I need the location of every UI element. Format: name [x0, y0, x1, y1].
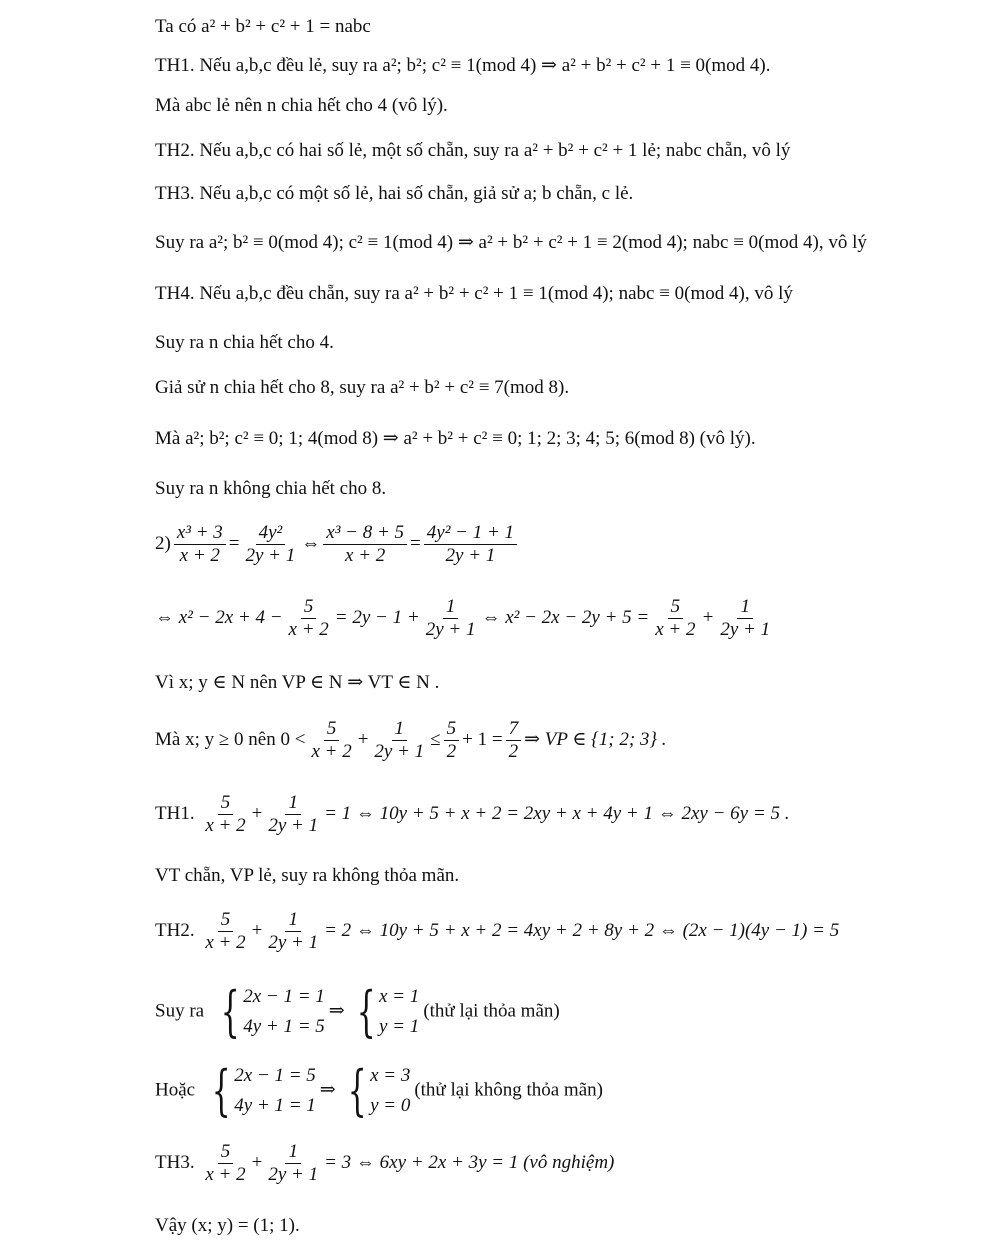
line-assume-div-8: Giả sử n chia hết cho 8, suy ra a² + b² + c² ≡ 7(mod 8).	[155, 377, 570, 398]
line-case2: TH2. Nếu a,b,c có hai số lẻ, một số chẵn, suy ra a² + b² + c² + 1 lẻ; nabc chẵn, vô lý	[155, 140, 791, 161]
fraction: $\frac{5}{x + 2}$	[288, 596, 329, 640]
fraction: $\frac{1}{2y + 1}$	[268, 1141, 319, 1185]
line-squares-mod-8: Mà a²; b²; c² ≡ 0; 1; 4(mod 8) ⇒ a² + b² + c² ≡ 0; 1; 2; 3; 4; 5; 6(mod 8) (vô lý).	[155, 428, 756, 449]
line-case3: TH3. Nếu a,b,c có một số lẻ, hai số chẵn, giả sử a; b chẵn, c lẻ.	[155, 183, 634, 204]
line-equation-setup: Ta có a² + b² + c² + 1 = nabc	[155, 16, 371, 37]
system-of-equations: { 2x − 1 = 1 4y + 1 = 5	[220, 980, 325, 1043]
system-solution-1: Suy ra { 2x − 1 = 1 4y + 1 = 5 ⇒ { x = 1 y = 1 (thử lại thỏa mãn)	[155, 980, 560, 1043]
fraction: $\frac{5}{x + 2}$	[655, 596, 696, 640]
system-result: { x = 3 y = 0	[347, 1059, 411, 1122]
line-natural-numbers: Vì x; y ∈ N nên VP ∈ N ⇒ VT ∈ N .	[155, 672, 440, 693]
fraction: $\frac{1}{2y + 1}$	[268, 909, 319, 953]
fraction: $\frac{1}{2y + 1}$	[425, 596, 476, 640]
fraction: $\frac{5}{2}$	[444, 718, 460, 763]
equation-transform: ⇔ x² − 2x + 4 − $\frac{5}{x + 2}$ = 2y − 1 + $\frac{1}{2y + 1}$ ⇔ x² − 2x − 2y + 5 = $\frac{5}{x + 2}$ + $\frac{1}{2y + 1}$	[155, 596, 776, 641]
line-case1: TH1. Nếu a,b,c đều lẻ, suy ra a²; b²; c² ≡ 1(mod 4) ⇒ a² + b² + c² + 1 ≡ 0(mod 4).	[155, 55, 771, 76]
equation-th1: TH1. $\frac{5}{x + 2}$ + $\frac{1}{2y + 1}$ = 1 ⇔ 10y + 5 + x + 2 = 2xy + x + 4y + 1 ⇔ 2xy − 6y = 5 .	[155, 792, 790, 836]
line-n-divisible-4: Suy ra n chia hết cho 4.	[155, 332, 334, 353]
equation-bounds: Mà x; y ≥ 0 nên 0 < $\frac{5}{x + 2}$ + $\frac{1}{2y + 1}$ ≤ $\frac{5}{2}$ + 1 = $\frac{7}{2}$ ⇒ VP ∈ {1; 2; 3} .	[155, 718, 667, 762]
fraction: $\frac{5}{x + 2}$	[205, 1141, 246, 1185]
equation-th3: TH3. $\frac{5}{x + 2}$ + $\frac{1}{2y + 1}$ = 3 ⇔ 6xy + 2x + 3y = 1 (vô nghiệm)	[155, 1141, 615, 1185]
fraction: $\frac{1}{2y + 1}$	[268, 792, 319, 836]
equation-part2: 2) $\frac{\text{x³ + 3}}{x + 2}$ = $\frac{\text{4y²}}{2y + 1}$ ⇔ $\frac{\text{x³ − 8 + 5}}{x + 2}$ = $\frac{\text{4y² − 1 + 1}}{2y + 1}$	[155, 522, 520, 567]
fraction: $\frac{1}{2y + 1}$	[720, 596, 771, 640]
system-of-equations: { 2x − 1 = 5 4y + 1 = 1	[211, 1059, 316, 1122]
fraction: $\frac{5}{x + 2}$	[205, 792, 246, 836]
fraction: $\frac{1}{2y + 1}$	[374, 718, 425, 762]
fraction: $\frac{\text{4y² − 1 + 1}}{2y + 1}$	[424, 522, 517, 567]
line-n-not-div-8: Suy ra n không chia hết cho 8.	[155, 478, 387, 499]
system-result: { x = 1 y = 1	[356, 980, 420, 1043]
system-solution-2: Hoặc { 2x − 1 = 5 4y + 1 = 1 ⇒ { x = 3 y = 0 (thử lại không thỏa mãn)	[155, 1059, 603, 1122]
equation-th2: TH2. $\frac{5}{x + 2}$ + $\frac{1}{2y + 1}$ = 2 ⇔ 10y + 5 + x + 2 = 4xy + 2 + 8y + 2 ⇔ (2x − 1)(4y − 1) = 5	[155, 909, 840, 953]
fraction: $\frac{\text{4y²}}{2y + 1}$	[245, 522, 296, 566]
line-final-answer: Vậy (x; y) = (1; 1).	[155, 1215, 300, 1236]
fraction: $\frac{\text{x³ − 8 + 5}}{x + 2}$	[323, 522, 407, 567]
line-case4: TH4. Nếu a,b,c đều chẵn, suy ra a² + b² + c² + 1 ≡ 1(mod 4); nabc ≡ 0(mod 4), vô lý	[155, 283, 793, 304]
fraction: $\frac{5}{x + 2}$	[205, 909, 246, 953]
line-parity-mismatch: VT chẵn, VP lẻ, suy ra không thỏa mãn.	[155, 865, 460, 886]
line-case1-conclusion: Mà abc lẻ nên n chia hết cho 4 (vô lý).	[155, 95, 448, 116]
line-case3-conclusion: Suy ra a²; b² ≡ 0(mod 4); c² ≡ 1(mod 4) ⇒ a² + b² + c² + 1 ≡ 2(mod 4); nabc ≡ 0(mod 4), vô lý	[155, 232, 867, 253]
fraction: $\frac{7}{2}$	[506, 718, 522, 763]
fraction: $\frac{5}{x + 2}$	[311, 718, 352, 762]
fraction: $\frac{\text{x³ + 3}}{x + 2}$	[174, 522, 226, 567]
part2-label: 2)	[155, 532, 171, 554]
